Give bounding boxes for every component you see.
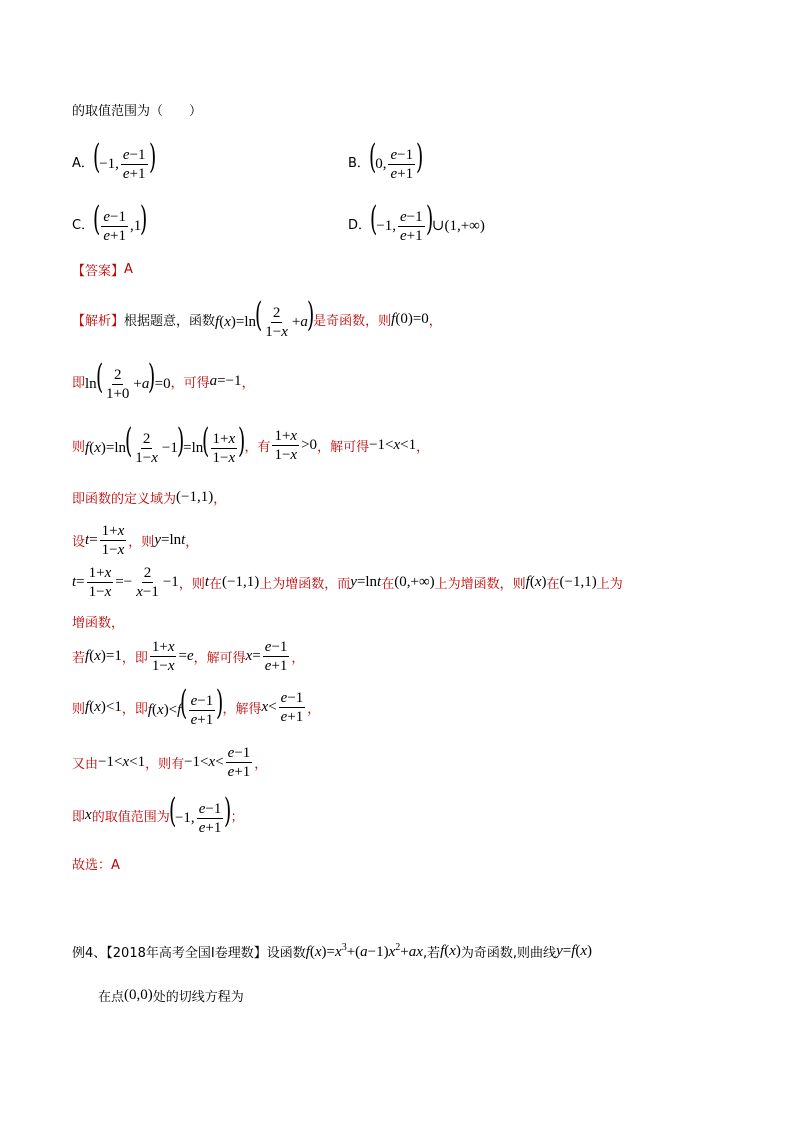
analysis-line-12: 故选：A (72, 858, 120, 873)
analysis-line-7: 增函数， (72, 616, 125, 631)
answer-line: 【答案】 A (72, 262, 133, 279)
analysis-line-5: 设 t= $\frac{1+x}{1-x}$ ，则 y=lnt ， (72, 523, 199, 558)
analysis-line-10: 又由 −1<x<1 ，则有 −1<x< $\frac{e-1}{e+1}$ ， (72, 745, 268, 780)
analysis-line-4: 即函数的定义域为 (−1,1) ， (72, 489, 227, 507)
option-c: C． ( $\frac{e-1}{e+1}$ ,1) (72, 199, 148, 245)
question-intro: 的取值范围为（ ） (72, 104, 203, 119)
analysis-line-8: 若 f(x)=1 ，即 $\frac{1+x}{1-x}$ =e ，解可得 x= $\frac{e-1}{e+1}$ ， (72, 639, 305, 674)
analysis-line-11: 即 x 的取值范围为 (−1, $\frac{e-1}{e+1}$ ) ； (72, 791, 244, 837)
analysis-line-3: 则 f(x)=ln( $\frac{2}{1-x}$ −1)=ln( $\frac{1+x}{1-x}$ ) ，有 $\frac{1+x}{1-x}$ >0 ，解可得 −1<x<1 ， (72, 421, 430, 467)
option-b: B． (0, $\frac{e-1}{e+1}$ ) (348, 137, 424, 183)
analysis-line-1: 【解析】 根据题意，函数 f(x)=ln( $\frac{2}{1-x}$ +a) 是奇函数，则 f(0)=0 ， (72, 295, 442, 341)
example-line-1: 例4、【2018年高考全国Ⅰ卷理数】设函数 $f(x)=x^3+(a-1)x^2+ax$ ,若 f(x) 为奇函数,则曲线 y=f(x) (72, 942, 593, 961)
analysis-line-2: 即 ln( $\frac{2}{1+0}$ +a)=0 ，可得 a=−1 ， (72, 357, 255, 403)
option-d: D． (−1, $\frac{e-1}{e+1}$ )∪(1,+∞) (348, 199, 485, 245)
analysis-line-9: 则 f(x)<1 ，即 f(x)<f( $\frac{e-1}{e+1}$ ) ，解得 x< $\frac{e-1}{e+1}$ ， (72, 683, 321, 729)
option-a-expr: A． (−1, $\frac{e-1}{e+1}$ ) (72, 137, 156, 183)
example-line-2: 在点 (0,0) 处的切线方程为 (98, 987, 244, 1005)
analysis-line-6: t= $\frac{1+x}{1-x}$ =− $\frac{2}{x-1}$ −1 ，则 t 在 (−1,1) 上为增函数，而 y=lnt 在 (0,+∞) 上为增函数，则 f(x) 在 (−1,1) 上为 (72, 565, 623, 600)
